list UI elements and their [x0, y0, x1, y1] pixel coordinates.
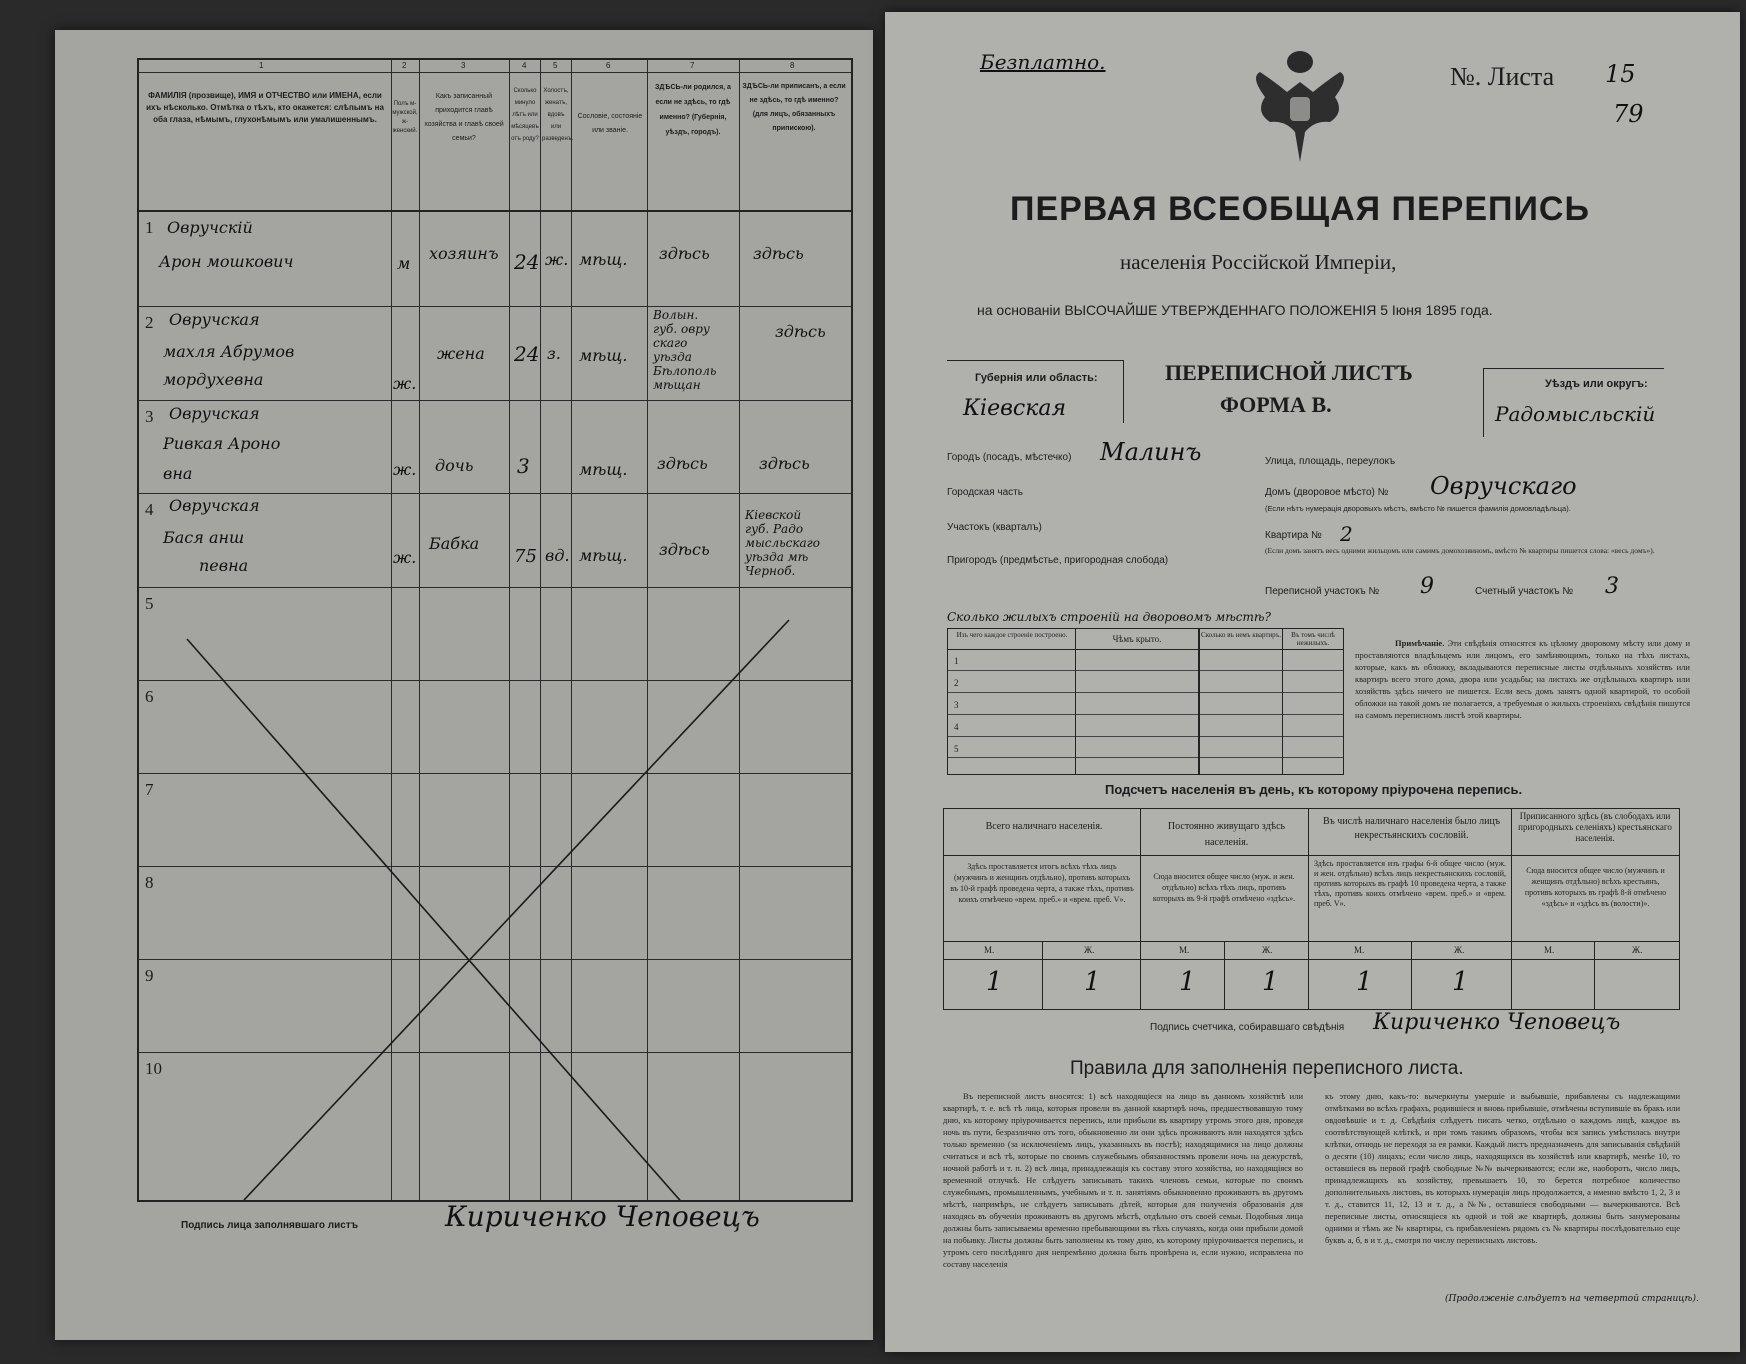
sheet-number-label: №. Листа: [1450, 62, 1555, 91]
census-table: [137, 58, 853, 1202]
row4-name-line1: Овручская: [169, 496, 260, 515]
ct-m-2: М.: [1179, 945, 1190, 955]
free-label: Безплатно.: [980, 50, 1106, 74]
census-section-label: Переписной участокъ №: [1265, 586, 1380, 597]
apartment-note: (Если домъ занятъ весь одними жильцомъ или самимъ домохозяиномъ, вмѣсто № квартиры пишется слова: «весь домъ»).: [1265, 546, 1655, 555]
row3-name-line2: Ривкая Ароно: [163, 434, 281, 453]
census-basis: на основаніи ВЫСОЧАЙШЕ УТВЕРЖДЕННАГО ПОЛОЖЕНІЯ 5 Іюня 1895 года.: [977, 302, 1493, 318]
row-number-4: 4: [145, 500, 154, 519]
row-number-3: 3: [145, 407, 154, 426]
house-value: Овручскаго: [1430, 472, 1577, 500]
section-label: Участокъ (кварталъ): [947, 522, 1042, 533]
col-num-7: 7: [690, 61, 695, 70]
col-header-birthplace: ЗДѢСЬ-ли родился, а если не здѣсь, то гдѣ именно? (Губернія, уѣздъ, городъ).: [655, 84, 731, 136]
ct-zh-4: Ж.: [1632, 945, 1643, 955]
note-text: Эти свѣдѣнія относятся къ цѣлому дворовому мѣсту или дому и проставляются владѣльцемъ или лицомъ, его замѣняющимъ, только на тѣхъ листахъ, которые, какъ въ обложку, вкладываются переписные листы отдѣльныхъ хозяйствъ или квартиръ всего этого дома, двора или усадьбы; на листахъ же отдѣльныхъ квартиръ или хозяйствъ здѣсь ничего не пишется. Если весь домъ занятъ одной квартирой, то особой обложки на такой домъ не полагается, а требуемыя о жилыхъ строеніяхъ свѣдѣнія пишутся на самомъ переписномъ листѣ этой квартиры.: [1355, 638, 1691, 720]
bt-header-nonresidential: Въ томъ числѣ нежилыхъ.: [1291, 631, 1335, 647]
row3-relation: дочь: [435, 456, 474, 475]
row-number-5: 5: [145, 594, 154, 613]
ct-count-perm-m: 1: [1179, 967, 1196, 997]
row2-born-4: уѣзда: [653, 350, 692, 364]
row1-name-line1: Овручскій: [167, 218, 253, 237]
census-subtitle: населенія Россійской Имперіи,: [1120, 250, 1397, 274]
row2-registered: здѣсь: [775, 322, 826, 341]
col-num-4: 4: [522, 61, 527, 70]
uezd-value: Радомысльскій: [1495, 402, 1656, 426]
row2-marital: з.: [547, 344, 561, 363]
row4-born: здѣсь: [659, 540, 710, 559]
house-label: Домъ (дворовое мѣсто) №: [1265, 487, 1389, 498]
row1-registered: здѣсь: [753, 244, 804, 263]
bt-header-material: Изъ чего каждое строеніе построено.: [956, 631, 1068, 639]
bt-row-4: 4: [954, 722, 959, 732]
row4-reg-5: Черноб.: [745, 564, 796, 578]
right-page: [885, 12, 1740, 1352]
row3-age: 3: [517, 454, 530, 478]
enumerator-label: Подпись счетчика, собиравшаго свѣдѣнія: [1150, 1022, 1345, 1033]
form-title-2: ФОРМА В.: [1220, 392, 1332, 417]
row2-born-5: Бѣлополь: [653, 364, 717, 378]
count-section-value: 3: [1605, 574, 1619, 599]
row-number-6: 6: [145, 687, 154, 706]
count-title: Подсчетъ населенія въ день, къ которому пріурочена перепись.: [1105, 782, 1523, 797]
row4-age: 75: [514, 546, 537, 567]
ct-m-1: М.: [984, 945, 995, 955]
col-header-registered: ЗДѢСЬ-ли приписанъ, а если не здѣсь, то гдѣ именно? (для лицъ, обязанныхъ припискою).: [742, 83, 846, 132]
row-number-10: 10: [145, 1059, 162, 1078]
bt-row-2: 2: [954, 678, 959, 688]
row2-name-line2: махля Абрумов: [163, 342, 295, 361]
row3-estate: мѣщ.: [579, 460, 628, 479]
row2-age: 24: [514, 342, 540, 366]
bt-header-roof: Чѣмъ крыто.: [1112, 634, 1162, 644]
row4-estate: мѣщ.: [579, 546, 628, 565]
ct-header-permanent: Постоянно живущаго здѣсь населенія.: [1167, 821, 1286, 848]
ct-desc-total: Здѣсь проставляется итогъ всѣхъ тѣхъ лицъ (мужчинъ и женщинъ отдѣльно), противъ которыхъ въ 10-й графѣ проведена черта, а также тѣхъ, противъ коихъ отмѣчено «врем. преб.» и «врем. преб. V».: [950, 862, 1134, 904]
col-header-marital: Холостъ, женатъ, вдовъ или разведенъ.: [542, 88, 574, 142]
rules-right-column: къ этому дню, какъ-то: вычеркнуты умершіе и выбывшіе, прибавлены съ надлежащими отмѣтками во всѣхъ графахъ, родившіеся и вновь прибывшіе, отмѣчены вступившіе въ бракъ или овдовѣвшіе и т. д. Свѣдѣнія слѣдуетъ писать четко, отдѣльно о каждомъ лицѣ, каждое въ соотвѣтствующей клѣткѣ, и при томъ такимъ образомъ, чтобы вся запись умѣстилась внутри клѣтки, отнюдь не переходя за ея рамки. Каждый листъ предназначенъ для записыванія свѣдѣній о десяти (10) лицахъ; если число лицъ, находящихся въ хозяйствѣ или квартирѣ, менѣе 10, то оставшіеся въ первой графѣ свободные №№ вычеркиваются; если же, наоборотъ, число лицъ, принадлежащихъ къ хозяйству, превышаетъ 10, то берется потребное количество дополнительныхъ листовъ, въ которыхъ нумерація лицъ продолжается, а именно вмѣсто 1, 2, 3 и т. д., ставится 11, 12, 13 и т. д., а №№, оставшіеся свободными — вычеркиваются. Всѣ переписные листы, относящіеся къ одной и той же квартирѣ, должны быть занумерованы одними и тѣмъ же № квартиры, съ прибавленіемъ рядомъ съ № квартиры послѣдовательно еще буквъ а, б, в и т. д., смотря по числу переписныхъ листовъ.: [1325, 1091, 1680, 1245]
col-header-estate: Сословіе, состояніе или званіе.: [577, 113, 643, 134]
sheet-number-2: 79: [1613, 100, 1644, 128]
ct-count-perm-zh: 1: [1262, 967, 1279, 997]
city-value: Малинъ: [1100, 438, 1202, 466]
ct-header-non-peasant: Въ числѣ наличнаго населенія было лицъ некрестьянскихъ сословій.: [1322, 816, 1501, 841]
rules-left-column: Въ переписной листъ вносятся: 1) всѣ находящіеся на лицо въ данномъ хозяйствѣ или квартирѣ, т. е. всѣ тѣ лица, которыя провели въ данной квартирѣ ночь, предшествовавшую тому дню, къ которому пріурочивается перепись, или прибыли въ квартиру утромъ этого дня, проведя ночь въ пути, безразлично отъ того, обыкновенно ли они здѣсь проживаютъ или находятся здѣсь только временно (за исключеніемъ лицъ, указанныхъ въ постѣ); находящимися на лицо должны считаться и всѣ тѣ, которые по своимъ служебнымъ обязанностямъ провели ночь на дежурствѣ, ночной работѣ и т. п. 2) всѣ лица, принадлежащія къ составу этого хозяйства, но находящіяся во временной отлучкѣ. Не слѣдуетъ записывать такихъ членовъ семьи, которые по своимъ служебнымъ, промышленнымъ, учебнымъ и т. п. занятіямъ обыкновенно проживаютъ въ другомъ мѣстѣ, напримѣръ, не слѣдуетъ записывать дѣтей, которыя для полученія образованія для находясь въ обученіи проживаютъ въ другомъ мѣстѣ, отдѣльно отъ своей семьи. Подобныя лица должны быть записываемы временно пребывающими въ тѣхъ случаяхъ, когда они прибыли домой на побывку. Листы должны быть заполнены къ тому дню, къ которому пріурочивается перепись, и утромъ сего послѣдняго дня непремѣнно должна быть провѣрена и, если нужно, исправлена по составу населенія: [943, 1091, 1303, 1269]
ct-m-4: М.: [1544, 945, 1555, 955]
ct-desc-peasant: Сюда вносится общее число (мужчинъ и женщинъ отдѣльно) всѣхъ крестьянъ, противъ которыхъ въ графѣ 8-й отмѣчено «здѣсь» и «здѣсь въ (волости)».: [1524, 866, 1667, 908]
left-page: [55, 30, 873, 1340]
row4-sex: ж.: [393, 548, 417, 567]
bt-header-apartments: Сколько въ немъ квартиръ.: [1200, 631, 1282, 639]
gubernia-label: Губернія или область:: [975, 372, 1098, 384]
col-num-3: 3: [461, 61, 466, 70]
row4-name-line2: Бася анш: [163, 528, 245, 547]
signature-label: Подпись лица заполнявшаго листъ: [181, 1220, 359, 1231]
buildings-question: Сколько жилыхъ строеній на дворовомъ мѣстѣ?: [947, 610, 1271, 624]
city-label: Городъ (посадъ, мѣстечко): [947, 452, 1072, 463]
row-number-7: 7: [145, 780, 154, 799]
col-num-8: 8: [790, 61, 795, 70]
row1-age: 24: [514, 250, 540, 274]
ct-count-total-zh: 1: [1084, 967, 1101, 997]
row1-relation: хозяинъ: [429, 244, 499, 263]
ct-desc-non-peasant: Здѣсь проставляется изъ графы 6-й общее число (муж. и жен. отдѣльно) всѣхъ лицъ некрестьянскихъ сословій, противъ которыхъ въ графѣ 10 проведена черта, а также тѣхъ, противъ коихъ отмѣчено «врем. преб.» и «врем. преб. V».: [1314, 859, 1506, 908]
uezd-label: Уѣздъ или округъ:: [1545, 378, 1648, 390]
signature: Кириченко Чеповецъ: [445, 1200, 760, 1233]
row1-sex: м: [397, 254, 411, 273]
bt-row-5: 5: [954, 744, 959, 754]
col-header-relation: Какъ записанный приходится главѣ хозяйства и главѣ своей семьи?: [424, 93, 504, 142]
buildings-table: [947, 628, 1344, 775]
row4-reg-2: губ. Радо: [745, 522, 804, 536]
row2-born-6: мѣщан: [653, 378, 701, 392]
enumerator-signature: Кириченко Чеповецъ: [1373, 1010, 1621, 1035]
row-number-8: 8: [145, 873, 154, 892]
row4-marital: вд.: [545, 546, 570, 565]
suburb-label: Пригородъ (предмѣстье, пригородная слобода): [947, 555, 1169, 566]
row3-name-line3: вна: [163, 464, 193, 483]
apartment-label: Квартира №: [1265, 530, 1322, 541]
row-number-9: 9: [145, 966, 154, 985]
row3-sex: ж.: [393, 460, 417, 479]
row2-sex: ж.: [393, 374, 417, 393]
count-section-label: Счетный участокъ №: [1475, 586, 1574, 597]
ct-desc-permanent: Сюда вносится общее число (муж. и жен. отдѣльно) всѣхъ тѣхъ лицъ, противъ которыхъ въ 9-й графѣ отмѣчено «здѣсь».: [1152, 872, 1296, 903]
ct-zh-3: Ж.: [1454, 945, 1465, 955]
ct-header-peasant: Приписанного здѣсь (въ слободахъ или пригородныхъ селеніяхъ) крестьянскаго населенія.: [1518, 811, 1672, 843]
row3-registered: здѣсь: [759, 454, 810, 473]
row2-relation: жена: [437, 344, 485, 363]
empty-rows-cross-out: [139, 60, 851, 1200]
row2-born-2: губ. овру: [653, 322, 710, 336]
district-label: Городская часть: [947, 487, 1023, 498]
row-number-2: 2: [145, 313, 154, 332]
apartment-value: 2: [1340, 522, 1353, 546]
buildings-note: [1355, 637, 1690, 721]
ct-zh-1: Ж.: [1084, 945, 1095, 955]
sheet-number: 15: [1605, 60, 1636, 88]
row4-relation: Бабка: [429, 534, 480, 553]
ct-count-total-m: 1: [986, 967, 1003, 997]
row4-reg-4: уѣзда мѣ: [745, 550, 809, 564]
row2-born-3: скаго: [653, 336, 688, 350]
ct-zh-2: Ж.: [1262, 945, 1273, 955]
row2-born-1: Волын.: [653, 308, 699, 322]
ct-header-total: Всего наличнаго населенія.: [985, 821, 1103, 832]
col-num-5: 5: [553, 61, 558, 70]
note-title: Примѣчаніе.: [1395, 638, 1445, 648]
row1-born: здѣсь: [659, 244, 710, 263]
rules-title: Правила для заполненія переписного листа.: [1070, 1058, 1464, 1079]
house-note: (Если нѣтъ нумерація дворовыхъ мѣстъ, вмѣсто № пишется фамилія домовладѣльца).: [1265, 504, 1571, 513]
col-num-2: 2: [402, 61, 407, 70]
ct-count-nonpeasant-zh: 1: [1452, 967, 1469, 997]
row2-name-line1: Овручская: [169, 310, 260, 329]
census-title: ПЕРВАЯ ВСЕОБЩАЯ ПЕРЕПИСЬ: [1010, 190, 1590, 228]
col-header-age: Сколько минуло лѣтъ или мѣсяцевъ отъ роду?: [511, 88, 539, 142]
row2-name-line3: мордухевна: [163, 370, 264, 389]
population-count-table: [943, 808, 1680, 1010]
row-number-1: 1: [145, 218, 154, 237]
col-header-sex: Полъ м-мужской, ж-женский.: [392, 101, 418, 134]
col-num-6: 6: [606, 61, 611, 70]
row4-reg-1: Кіевской: [745, 508, 802, 522]
row3-born: здѣсь: [657, 454, 708, 473]
rules-continued: (Продолженіе слѣдуетъ на четвертой страницѣ).: [1445, 1294, 1699, 1304]
imperial-eagle-emblem: [1245, 42, 1355, 172]
col-num-1: 1: [259, 61, 264, 70]
ct-m-3: М.: [1354, 945, 1365, 955]
col-header-name: ФАМИЛІЯ (прозвище), ИМЯ и ОТЧЕСТВО или ИМЕНА, если ихъ нѣсколько. Отмѣтка о тѣхъ, кто окажется: слѣпымъ на оба глаза, нѣмымъ, глухонѣмымъ или умалишеннымъ.: [146, 91, 384, 124]
row4-name-line3: певна: [199, 556, 249, 575]
bt-row-1: 1: [954, 656, 959, 666]
row1-estate: мѣщ.: [579, 250, 628, 269]
row1-name-line2: Арон мошкович: [159, 252, 294, 271]
row2-estate: мѣщ.: [579, 346, 628, 365]
row4-reg-3: мысльскаго: [745, 536, 820, 550]
row3-name-line1: Овручская: [169, 404, 260, 423]
row1-marital: ж.: [545, 250, 569, 269]
census-section-value: 9: [1420, 574, 1434, 599]
gubernia-value: Кіевская: [963, 396, 1067, 421]
form-title-1: ПЕРЕПИСНОЙ ЛИСТЪ: [1165, 360, 1413, 385]
ct-count-nonpeasant-m: 1: [1356, 967, 1373, 997]
street-label: Улица, площадь, переулокъ: [1265, 456, 1396, 467]
bt-row-3: 3: [954, 700, 959, 710]
